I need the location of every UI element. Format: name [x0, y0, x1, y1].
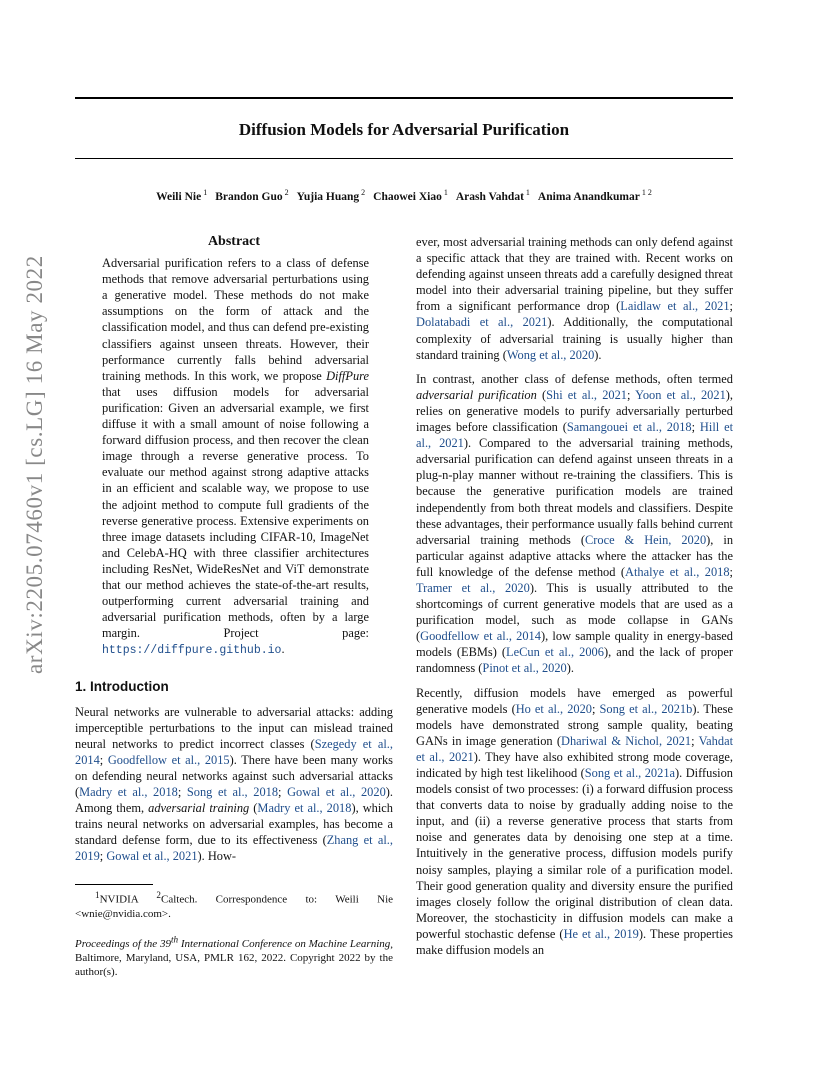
author-name: Weili Nie $^1$ [156, 188, 208, 203]
paragraph-text: ever, most adversarial training methods can only defend against a specific attack that they are trained with. Recent works on defending against unseen threats add a carefully designed threat model into their adversarial training pipeline, but they suffer from a significant performance drop ( [416, 235, 733, 314]
affiliation-footnote: $^1$NVIDIA $^2$Caltech. Correspondence to: Weili Nie <wnie@nvidia.com>. [75, 890, 394, 920]
paragraph-text: ). [566, 661, 574, 676]
paragraph-text: ). These models have demonstrated strong sample quality, beating GANs in image generation ( [416, 701, 734, 748]
paragraph-text: ), low sample quality in energy-based models (EBMs) ( [416, 629, 733, 660]
paragraph-text: ), and the lack of proper randomness ( [416, 645, 733, 676]
abstract-part-2: that uses diffusion models for adversarial purification: Given an adversarial example, we first diffuse it with a small amount of noise following a forward diffusion process, and then recover the clean image through a reverse generative process. To evaluate our method against strong adaptive attacks in an efficient and scalable way, we propose to use the adjoint method to compute full gradients of the reverse generative process. Extensive experiments on three image datasets including CIFAR-10, ImageNet and CelebA-HQ with three classifier architectures including ResNet, WideResNet and ViT demonstrate that our method achieves the state-of-the-art results, outperforming current adversarial training and adversarial purification methods, often by a large margin. Project page: [102, 384, 369, 641]
abstract-heading: Abstract [207, 234, 261, 249]
author-name: Yujia Huang $^2$ [296, 188, 366, 203]
proceedings-note [75, 933, 393, 980]
author-affiliation-mark: 1 [201, 188, 208, 197]
citation-link[interactable]: Goodfellow et al., 2015 [107, 752, 230, 767]
proc-details: , Baltimore, Maryland, USA, PMLR 162, 2022. Copyright 2022 by the author(s). [75, 938, 393, 979]
citation-link[interactable]: Madry et al., 2018 [79, 785, 178, 799]
paragraph-text: In contrast, another class of defense methods, often termed [416, 371, 733, 386]
paragraph-text: ). Among them, [75, 785, 394, 816]
citation-link[interactable]: Ho et al., 2020 [515, 701, 592, 716]
author-list [75, 188, 733, 203]
paragraph-text: ), relies on generative models to purify adversarially perturbed images before classification ( [416, 387, 734, 435]
paragraph-text: ; [691, 420, 700, 435]
project-page-link[interactable]: https://diffpure.github.io [102, 644, 282, 658]
conference-name: International Conference on Machine Learning [178, 938, 391, 951]
citation-link[interactable]: Athalye et al., 2018 [625, 564, 730, 579]
author-name: Arash Vahdat $^1$ [455, 188, 530, 203]
abstract-text [102, 255, 369, 659]
paragraph-text: ; [691, 733, 699, 748]
citation-link[interactable]: Song et al., 2021b [599, 701, 693, 716]
proc-number: 39 [159, 938, 171, 951]
citation-link[interactable]: Vahdat et al., 2021 [416, 733, 734, 764]
footnote-rule [75, 884, 153, 885]
author-affiliation-mark: 1 [441, 188, 448, 197]
paragraph-text: ; [626, 387, 636, 402]
citation-link[interactable]: Shi et al., 2021 [546, 387, 627, 402]
paragraph-text: ; [177, 785, 187, 799]
paragraph-text: ). This is usually attributed to the shortcomings of current generative models that are used as a purification model, such as mode collapse in GANs ( [416, 580, 733, 644]
emphasis-text: adversarial purification [416, 387, 537, 402]
citation-link[interactable]: Gowal et al., 2021 [106, 849, 198, 864]
method-name: DiffPure [326, 368, 369, 383]
citation-link[interactable]: Song et al., 2021a [584, 766, 676, 780]
paragraph-text: ). Diffusion models consist of two processes: (i) a forward diffusion process that converts data to noise by gradually adding noise to the input, and (ii) a reverse generative process that starts from noise and generates data by denoising one step at a time. Intuitively in the generative process, diffusion models purify noisy samples, playing a similar role of a purification model. Their good generation quality and diversity ensure the purified images closely follow the original distribution of clean data. Moreover, the stochasticity in diffusion models can make a powerful stochastic defense ( [416, 766, 733, 941]
abstract-end: . [281, 642, 285, 657]
citation-link[interactable]: Goodfellow et al., 2014 [420, 629, 541, 644]
citation-link[interactable]: LeCun et al., 2006 [506, 645, 604, 660]
citation-link[interactable]: Samangouei et al., 2018 [566, 420, 692, 435]
author-affiliation-mark: 2 [359, 188, 366, 197]
author-name: Chaowei Xiao $^1$ [373, 188, 448, 203]
paragraph-text: ; [729, 564, 733, 579]
paragraph-text: ). Additionally, the computational complexity of adversarial training is usually higher than standard training ( [416, 315, 733, 362]
proc-suffix: th [170, 934, 179, 945]
paragraph-text: ), in particular against adaptive attacks where the attacker has the full knowledge of the defense method ( [416, 532, 734, 579]
citation-link[interactable]: Wong et al., 2020 [506, 347, 595, 362]
top-rule [75, 97, 733, 99]
paragraph-text: ). There have been many works on defending neural networks against such adversarial attacks ( [75, 752, 393, 799]
intro-paragraph-3 [416, 685, 733, 959]
paragraph-text: ( [536, 387, 547, 402]
paragraph-text: ). [594, 347, 602, 362]
left-column [75, 234, 393, 864]
citation-link[interactable]: Szegedy et al., 2014 [75, 736, 393, 767]
paper-title: Diffusion Models for Adversarial Purification [238, 120, 570, 139]
citation-link[interactable]: Pinot et al., 2020 [482, 661, 567, 676]
citation-link[interactable]: Tramer et al., 2020 [416, 580, 530, 595]
paragraph-text: ). Compared to the adversarial training methods, adversarial purification can defend against unseen threats in a plug-n-play manner without re-training the classifiers. This is because the generative purification models are trained independently from both threat models and classifiers. Despite these advantages, their performance usually falls behind current adversarial training methods ( [416, 436, 733, 547]
intro-paragraph-2 [416, 371, 733, 677]
citation-link[interactable]: Dhariwal & Nichol, 2021 [561, 733, 692, 748]
intro-paragraph-1-continued [416, 234, 733, 363]
right-column [416, 234, 733, 958]
author-name: Anima Anandkumar $^{1 2}$ [537, 188, 652, 203]
abstract-part-1: Adversarial purification refers to a class of defense methods that remove adversarial perturbations using a generative model. These methods do not make assumptions on the form of attack and the classification model, and thus can defend pre-existing classifiers against unseen threats. However, their performance currently falls behind adversarial training methods. In this work, we propose [102, 256, 369, 383]
footnote [75, 888, 393, 979]
citation-link[interactable]: Laidlaw et al., 2021 [620, 299, 730, 314]
paragraph-text: ; [278, 785, 288, 799]
proc-prefix: Proceedings of the [75, 938, 160, 951]
intro-paragraph-1 [75, 704, 393, 865]
paragraph-text: Recently, diffusion models have emerged as powerful generative models ( [416, 685, 733, 716]
citation-link[interactable]: He et al., 2019 [563, 926, 639, 941]
author-affiliation-mark: 1 [523, 188, 530, 197]
emphasis-text: adversarial training [148, 801, 250, 816]
author-affiliation-mark: 1 2 [639, 188, 652, 197]
paragraph-text: Neural networks are vulnerable to adversarial attacks: adding imperceptible perturbations to the input can mislead trained neural networks to predict incorrect classes ( [75, 704, 393, 751]
paragraph-text: ). How- [197, 849, 237, 864]
citation-link[interactable]: Gowal et al., 2020 [287, 785, 386, 799]
paragraph-text: ( [249, 801, 258, 816]
citation-link[interactable]: Yoon et al., 2021 [635, 387, 726, 402]
author-name: Brandon Guo $^2$ [215, 188, 289, 203]
author-affiliation-mark: 2 [282, 188, 289, 197]
paragraph-text: ), which trains neural networks on adversarial examples, has become a standard defense form, due to its effectiveness ( [75, 801, 393, 848]
section-heading-introduction: 1. Introduction [75, 679, 169, 695]
citation-link[interactable]: Madry et al., 2018 [257, 801, 352, 816]
citation-link[interactable]: Song et al., 2018 [186, 785, 279, 799]
paragraph-text: ; [99, 752, 108, 767]
title-bottom-rule [75, 158, 733, 159]
paragraph-text: ). These properties make diffusion models an [416, 926, 734, 958]
citation-link[interactable]: Hill et al., 2021 [416, 420, 734, 451]
affiliation-2: Caltech. Correspondence to: Weili Nie <wnie@nvidia.com>. [75, 893, 394, 920]
paragraph-text: ; [729, 299, 733, 314]
paragraph-text: ; [99, 849, 107, 864]
citation-link[interactable]: Croce & Hein, 2020 [584, 532, 707, 547]
citation-link[interactable]: Dolatabadi et al., 2021 [416, 315, 548, 330]
arxiv-identifier: arXiv:2205.07460v1 [cs.LG] 16 May 2022 [22, 255, 47, 674]
citation-link[interactable]: Zhang et al., 2019 [75, 833, 393, 864]
affiliation-1: NVIDIA [99, 893, 157, 906]
paragraph-text: ; [591, 701, 600, 716]
paragraph-text: ). They have also exhibited strong mode coverage, indicated by high test likelihood ( [416, 749, 733, 780]
